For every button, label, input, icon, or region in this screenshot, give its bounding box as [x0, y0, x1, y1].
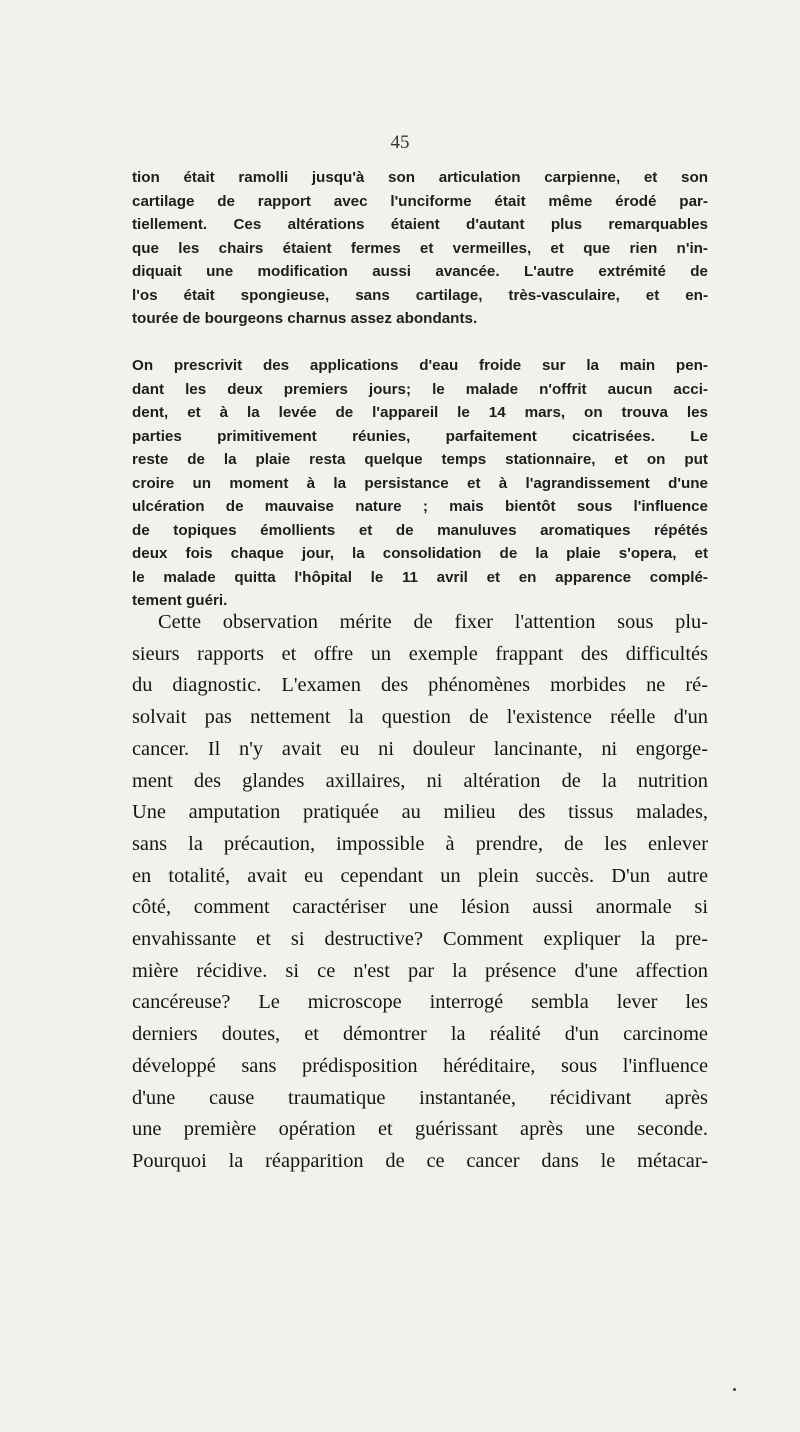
text-line: une première opération et guérissant après une seconde. — [132, 1118, 708, 1141]
text-line: le malade quitta l'hôpital le 11 avril et en apparence complé- — [132, 568, 708, 586]
text-line: croire un moment à la persistance et à l'agrandissement d'une — [132, 474, 708, 492]
text-line: de topiques émollients et de manuluves aromatiques répétés — [132, 521, 708, 539]
text-line: tiellement. Ces altérations étaient d'autant plus remarquables — [132, 216, 708, 233]
text-line: tion était ramolli jusqu'à son articulation carpienne, et son — [132, 169, 708, 186]
text-line: cancer. Il n'y avait eu ni douleur lancinante, ni engorge- — [132, 737, 708, 760]
paragraph-case-findings — [132, 166, 708, 331]
text-line: cartilage de rapport avec l'unciforme était même érodé par- — [132, 192, 708, 210]
text-line: dant les deux premiers jours; le malade n'offrit aucun acci- — [132, 380, 708, 398]
text-line: parties primitivement réunies, parfaitement cicatrisées. Le — [132, 427, 708, 445]
text-line: l'os était spongieuse, sans cartilage, très-vasculaire, et en- — [132, 286, 708, 304]
text-line: derniers doutes, et démontrer la réalité d'un carcinome — [132, 1023, 708, 1046]
text-line: côté, comment caractériser une lésion aussi anormale si — [132, 896, 708, 919]
text-line: d'une cause traumatique instantanée, récidivant après — [132, 1086, 708, 1109]
text-line: tourée de bourgeons charnus assez abondants. — [132, 310, 478, 327]
text-line: Une amputation pratiquée au milieu des tissus malades, — [132, 801, 708, 824]
text-line: On prescrivit des applications d'eau froide sur la main pen- — [132, 357, 708, 374]
text-line: tement guéri. — [132, 592, 228, 609]
text-line: deux fois chaque jour, la consolidation de la plaie s'opera, et — [132, 545, 708, 562]
text-line: ment des glandes axillaires, ni altération de la nutrition — [132, 769, 708, 792]
text-line: Cette observation mérite de fixer l'attention sous plu- — [158, 611, 708, 633]
text-line: développé sans prédisposition héréditaire, sous l'influence — [132, 1054, 708, 1077]
page-number: 45 — [390, 132, 410, 153]
text-line: reste de la plaie resta quelque temps stationnaire, et on put — [132, 451, 708, 468]
text-line: en totalité, avait eu cependant un plein succès. D'un autre — [132, 864, 708, 887]
text-line: que les chairs étaient fermes et vermeilles, et que rien n'in- — [132, 239, 708, 257]
paragraph-commentary — [132, 607, 708, 1178]
text-line: envahissante et si destructive? Comment expliquer la pre- — [132, 928, 708, 951]
text-line: mière récidive. si ce n'est par la présence d'une affection — [132, 959, 708, 982]
text-line: sieurs rapports et offre un exemple frappant des difficultés — [132, 642, 708, 665]
text-line: Pourquoi la réapparition de ce cancer dans le métacar- — [132, 1149, 708, 1172]
paragraph-treatment — [132, 354, 708, 613]
ink-speck — [733, 1388, 736, 1391]
text-line: dent, et à la levée de l'appareil le 14 mars, on trouva les — [132, 404, 708, 421]
text-line: cancéreuse? Le microscope interrogé sembla lever les — [132, 991, 708, 1014]
text-line: ulcération de mauvaise nature ; mais bientôt sous l'influence — [132, 498, 708, 515]
text-line: diquait une modification aussi avancée. L'autre extrémité de — [132, 263, 708, 280]
text-line: solvait pas nettement la question de l'existence réelle d'un — [132, 706, 708, 729]
text-line: du diagnostic. L'examen des phénomènes morbides ne ré- — [132, 674, 708, 697]
text-line: sans la précaution, impossible à prendre, de les enlever — [132, 832, 708, 855]
